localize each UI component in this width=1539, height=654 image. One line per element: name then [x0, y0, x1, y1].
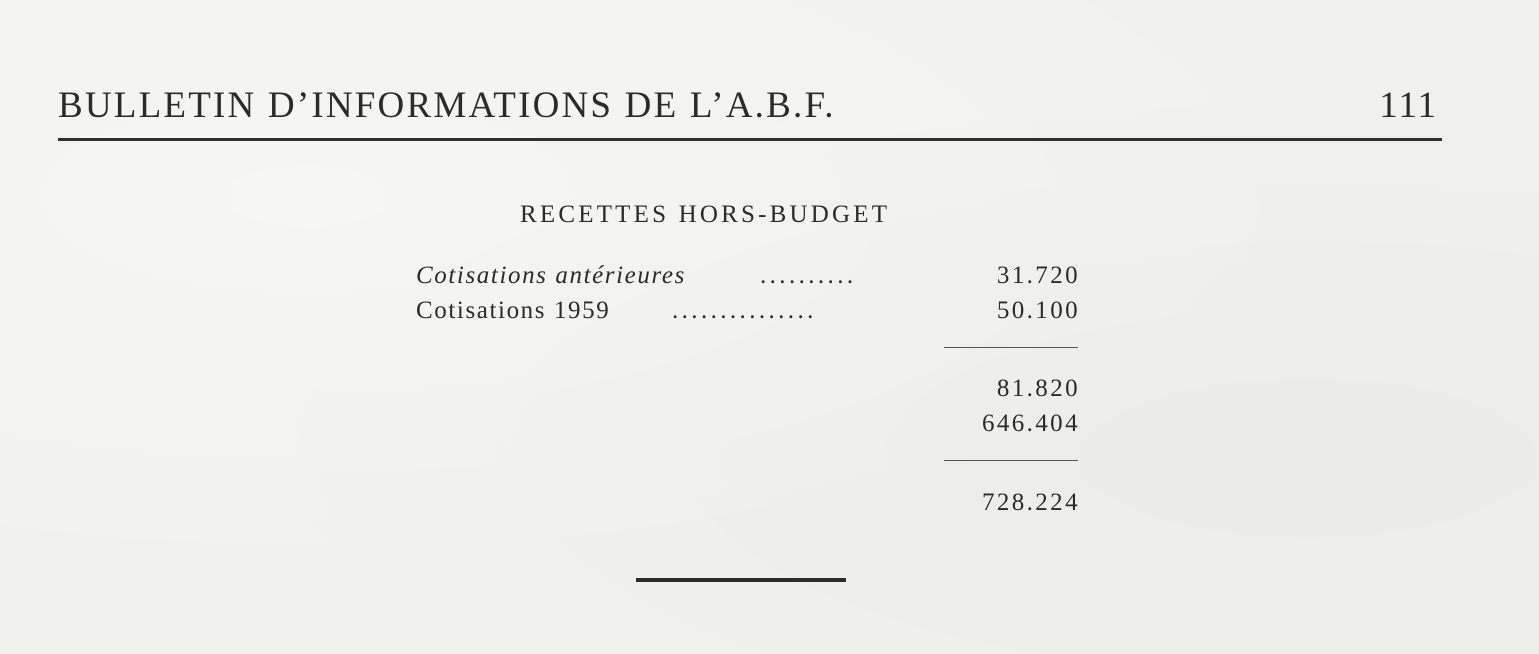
- page-number: 111: [1379, 85, 1438, 126]
- added-row: [416, 408, 1080, 440]
- table-row: [416, 260, 1080, 292]
- running-head-title: BULLETIN D’INFORMATIONS DE L’A.B.F.: [58, 85, 836, 126]
- row-amount: 31.720: [996, 262, 1080, 289]
- total-amount: 728.224: [981, 489, 1080, 516]
- row-label: Cotisations 1959: [416, 297, 611, 324]
- total-row: [416, 487, 1080, 519]
- sum-rule: [944, 460, 1078, 461]
- section-heading: RECETTES HORS-BUDGET: [520, 201, 891, 228]
- subtotal-amount: 81.820: [996, 375, 1080, 402]
- dot-leader: ...............: [672, 297, 817, 324]
- sum-rule: [944, 347, 1078, 348]
- dot-leader: ..........: [760, 262, 857, 289]
- added-amount: 646.404: [981, 410, 1080, 437]
- row-amount: 50.100: [996, 297, 1080, 324]
- table-row: [416, 295, 1080, 327]
- subtotal-row: [416, 373, 1080, 405]
- end-rule: [636, 578, 846, 582]
- running-head: [58, 82, 1440, 130]
- row-label: Cotisations antérieures: [416, 262, 686, 289]
- running-head-rule: [58, 138, 1442, 141]
